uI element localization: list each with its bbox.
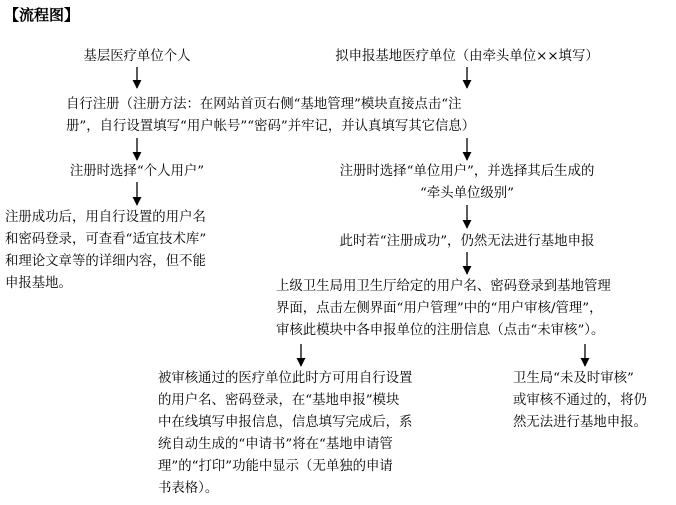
diagram-title: 【流程图】 xyxy=(4,6,80,24)
node-provincial-review: 上级卫生局用卫生厅给定的用户名、密码登录到基地管理 界面，点击左侧界面“用户管理”中的“用户审核/管理”， 审核此模块中各申报单位的注册信息（点击“未审核”）。 xyxy=(276,279,611,338)
node-individual-start: 基层医疗单位个人 xyxy=(83,49,191,64)
node-choose-unit: 注册时选择“单位用户”，并选择其后生成的 “牵头单位级别” xyxy=(339,164,595,201)
node-choose-individual: 注册时选择“个人用户” xyxy=(69,164,205,179)
node-self-register: 自行注册（注册方法：在网站首页右侧“基地管理”模块直接点击“注 册”，自行设置填写“用户帐号”“密码”并牢记，并认真填写其它信息） xyxy=(66,97,476,134)
node-unit-start: 拟申报基地医疗单位（由牵头单位××填写） xyxy=(335,49,599,64)
node-not-approved: 卫生局“未及时审核” 或审核不通过的，将仍 然无法进行基地申报。 xyxy=(513,371,647,430)
node-individual-result: 注册成功后，用自行设置的用户名 和密码登录，可查看“适宜技术库” 和理论文章等的详细内容，但不能 申报基地。 xyxy=(5,210,207,291)
node-cannot-apply: 此时若“注册成功”，仍然无法进行基地申报 xyxy=(339,234,595,249)
node-approved: 被审核通过的医疗单位此时方可用自行设置 的用户名、密码登录，在“基地申报”模块 中在线填写申报信息，信息填写完成后，系 统自动生成的“申请书”将在“基地申请管 理”的“打印”功能中显示（无单独的申请 书表格）。 xyxy=(158,371,413,496)
